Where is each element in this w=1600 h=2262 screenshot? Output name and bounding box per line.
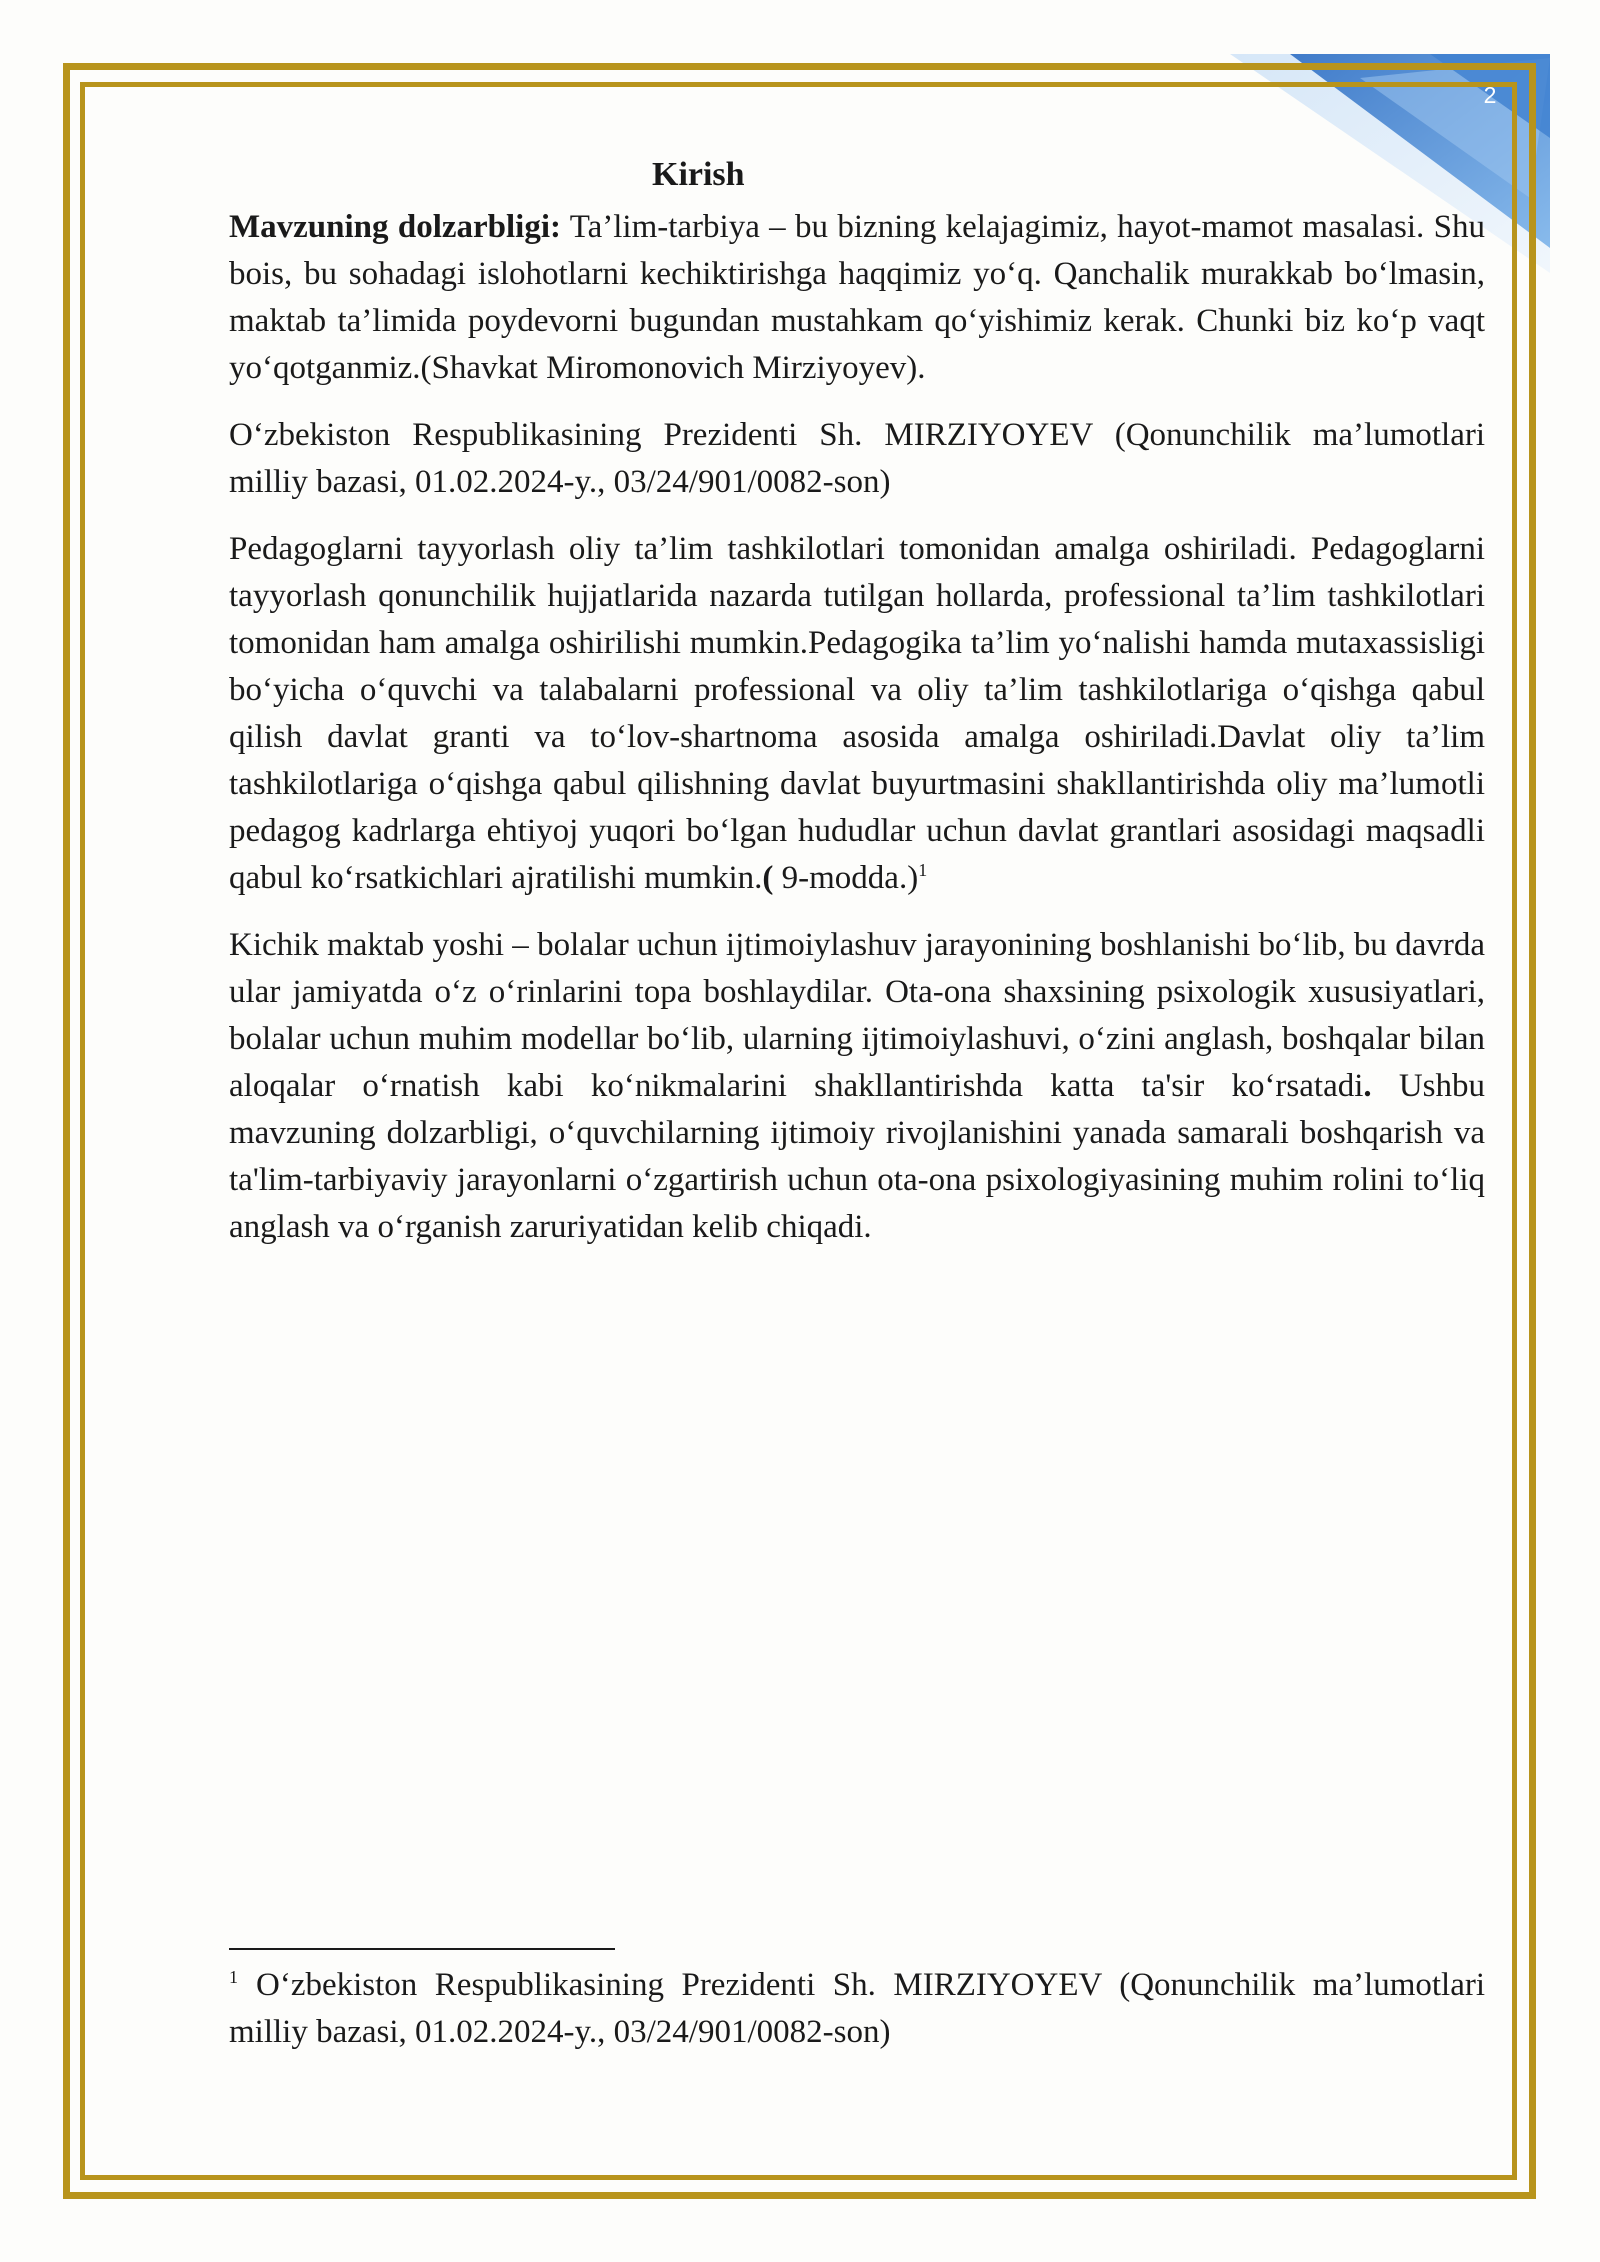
article-reference: 9-modda.) xyxy=(773,860,919,896)
footnote xyxy=(229,1962,1485,2056)
paragraph-school-age xyxy=(229,922,1485,1251)
paragraph-relevance xyxy=(229,204,1485,392)
paragraph-pedagogues xyxy=(229,526,1485,902)
footnote-reference[interactable]: 1 xyxy=(918,860,928,880)
footnote-separator xyxy=(229,1948,615,1950)
section-heading: Kirish xyxy=(652,156,745,193)
footnote-mark: 1 xyxy=(229,1967,238,1987)
paragraph-text: Kichik maktab yoshi – bolalar uchun ijtimoiylashuv jarayonining boshlanishi bo‘lib, bu davrda ular jamiyatda o‘z o‘rinlarini topa boshlaydilar. Ota-ona shaxsining psixologik xususiyatlari, bolalar uchun muhim modellar bo‘lib, ularning ijtimoiylashuvi, o‘zini anglash, boshqalar bilan aloqalar o‘rnatish kabi ko‘nikmalarini shakllantirishda katta ta'sir ko‘rsatadi xyxy=(229,927,1485,1104)
footnote-text: O‘zbekiston Respublikasining Prezidenti Sh. MIRZIYOYEV (Qonunchilik ma’lumotlari milliy bazasi, 01.02.2024-y., 03/24/901/0082-son) xyxy=(229,1967,1485,2050)
paragraph-text: Ta’lim-tarbiya – bu bizning kelajagimiz, hayot-mamot masalasi. Shu bois, bu sohadagi islohotlarni kechiktirishga haqqimiz yo‘q. Qanchalik murakkab bo‘lmasin, maktab ta’limida poydevorni bugundan mustahkam qo‘yishimiz kerak. Chunki biz ko‘p vaqt yo‘qotganmiz.(Shavkat Miromonovich Mirziyoyev). xyxy=(229,209,1485,386)
paragraph-lead-label: Mavzuning dolzarbligi: xyxy=(229,209,562,245)
paragraph-text: Pedagoglarni tayyorlash oliy ta’lim tashkilotlari tomonidan amalga oshiriladi. Pedagoglarni tayyorlash qonunchilik hujjatlarida nazarda tutilgan hollarda, professional ta’lim tashkilotlari tomonidan ham amalga oshirilishi mumkin.Pedagogika ta’lim yo‘nalishi hamda mutaxassisligi bo‘yicha o‘quvchi va talabalarni professional va oliy ta’lim tashkilotlariga o‘qishga qabul qilish davlat granti va to‘lov-shartnoma asosida amalga oshiriladi.Davlat oliy ta’lim tashkilotlariga o‘qishga qabul qilishning davlat buyurtmasini shakllantirishda oliy ma’lumotli pedagog kadrlarga ehtiyoj yuqori bo‘lgan hududlar uchun davlat grantlari asosidagi maqsadli qabul ko‘rsatkichlari ajratilishi mumkin. xyxy=(229,531,1485,896)
main-content xyxy=(229,147,1485,1271)
bold-period: . xyxy=(1363,1068,1372,1104)
page-number: 2 xyxy=(1483,82,1497,108)
bold-parenthesis: ( xyxy=(762,860,774,896)
paragraph-text: Ushbu mavzuning dolzarbligi, o‘quvchilarning ijtimoiy rivojlanishini yanada samarali boshqarish va ta'lim-tarbiyaviy jarayonlarni o‘zgartirish uchun ota-ona psixologiyasining muhim rolini to‘liq anglash va o‘rganish zaruriyatidan kelib chiqadi. xyxy=(229,1068,1485,1245)
paragraph-citation: O‘zbekiston Respublikasining Prezidenti Sh. MIRZIYOYEV (Qonunchilik ma’lumotlari milliy bazasi, 01.02.2024-y., 03/24/901/0082-son) xyxy=(229,417,1485,500)
